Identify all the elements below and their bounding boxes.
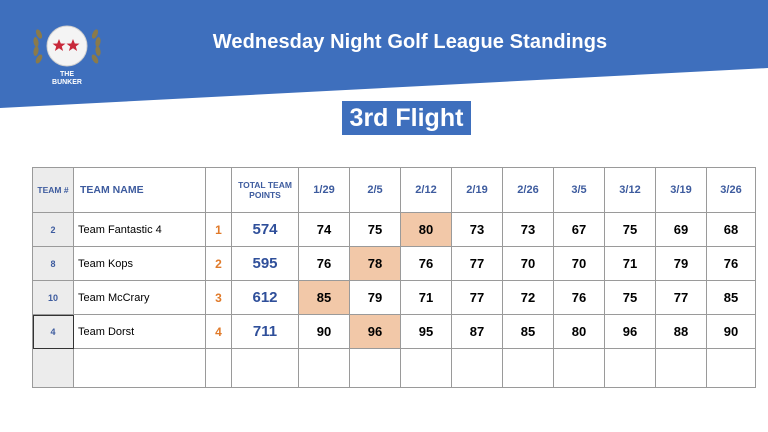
header-date: 1/29 — [299, 168, 350, 213]
score-cell: 70 — [554, 247, 605, 281]
header-banner — [0, 0, 768, 115]
score-cell: 76 — [554, 281, 605, 315]
score-cell: 75 — [605, 281, 656, 315]
score-cell: 77 — [452, 247, 503, 281]
header-date: 3/5 — [554, 168, 605, 213]
score-cell: 73 — [503, 213, 554, 247]
page-title: Wednesday Night Golf League Standings — [212, 31, 608, 53]
score-cell: 90 — [299, 315, 350, 349]
score-cell: 71 — [605, 247, 656, 281]
table-row — [33, 315, 756, 349]
standings-table — [32, 167, 756, 388]
team-rank: 4 — [206, 315, 232, 349]
header-date: 3/26 — [707, 168, 756, 213]
team-number: 2 — [33, 213, 74, 247]
score-cell: 77 — [656, 281, 707, 315]
team-rank: 3 — [206, 281, 232, 315]
header-date: 3/19 — [656, 168, 707, 213]
score-cell: 70 — [503, 247, 554, 281]
header-date: 2/19 — [452, 168, 503, 213]
logo-text-the: THE — [60, 71, 74, 78]
score-cell: 75 — [350, 213, 401, 247]
score-cell: 80 — [554, 315, 605, 349]
score-cell-highlighted: 85 — [299, 281, 350, 315]
score-cell: 85 — [707, 281, 756, 315]
score-cell: 73 — [452, 213, 503, 247]
logo-text-bunker: BUNKER — [52, 79, 82, 86]
score-cell: 88 — [656, 315, 707, 349]
team-name: Team McCrary — [74, 281, 206, 315]
header-date: 2/5 — [350, 168, 401, 213]
team-rank: 1 — [206, 213, 232, 247]
header-date: 3/12 — [605, 168, 656, 213]
team-number: 8 — [33, 247, 74, 281]
team-number: 10 — [33, 281, 74, 315]
empty-cell — [605, 349, 656, 388]
team-total: 574 — [232, 213, 299, 247]
score-cell: 72 — [503, 281, 554, 315]
score-cell: 77 — [452, 281, 503, 315]
score-cell: 69 — [656, 213, 707, 247]
header-total-points: TOTAL TEAM POINTS — [232, 168, 299, 213]
team-total: 612 — [232, 281, 299, 315]
empty-cell — [656, 349, 707, 388]
empty-row — [33, 349, 756, 388]
score-cell: 76 — [401, 247, 452, 281]
team-name: Team Dorst — [74, 315, 206, 349]
table-row — [33, 247, 756, 281]
empty-cell — [33, 349, 74, 388]
score-cell: 76 — [707, 247, 756, 281]
score-cell: 87 — [452, 315, 503, 349]
score-cell: 71 — [401, 281, 452, 315]
team-number: 4 — [33, 315, 74, 349]
empty-cell — [554, 349, 605, 388]
score-cell: 67 — [554, 213, 605, 247]
score-cell: 74 — [299, 213, 350, 247]
header-date: 2/26 — [503, 168, 554, 213]
empty-cell — [452, 349, 503, 388]
score-cell: 75 — [605, 213, 656, 247]
score-cell: 90 — [707, 315, 756, 349]
score-cell: 95 — [401, 315, 452, 349]
header-rank — [206, 168, 232, 213]
score-cell: 79 — [656, 247, 707, 281]
empty-cell — [401, 349, 452, 388]
score-cell-highlighted: 78 — [350, 247, 401, 281]
empty-cell — [707, 349, 756, 388]
empty-cell — [299, 349, 350, 388]
team-name: Team Kops — [74, 247, 206, 281]
score-cell-highlighted: 80 — [401, 213, 452, 247]
flight-label: 3rd Flight — [342, 101, 471, 135]
score-cell: 68 — [707, 213, 756, 247]
header-team-number: TEAM # — [33, 168, 74, 213]
table-row — [33, 213, 756, 247]
team-total: 711 — [232, 315, 299, 349]
empty-cell — [350, 349, 401, 388]
header-row — [33, 168, 756, 213]
empty-cell — [232, 349, 299, 388]
team-name: Team Fantastic 4 — [74, 213, 206, 247]
score-cell: 85 — [503, 315, 554, 349]
score-cell: 79 — [350, 281, 401, 315]
table-row — [33, 281, 756, 315]
league-logo — [28, 20, 106, 92]
score-cell: 76 — [299, 247, 350, 281]
score-cell: 96 — [605, 315, 656, 349]
header-date: 2/12 — [401, 168, 452, 213]
empty-cell — [503, 349, 554, 388]
team-total: 595 — [232, 247, 299, 281]
empty-cell — [206, 349, 232, 388]
empty-cell — [74, 349, 206, 388]
score-cell-highlighted: 96 — [350, 315, 401, 349]
team-rank: 2 — [206, 247, 232, 281]
header-team-name: TEAM NAME — [74, 168, 206, 213]
